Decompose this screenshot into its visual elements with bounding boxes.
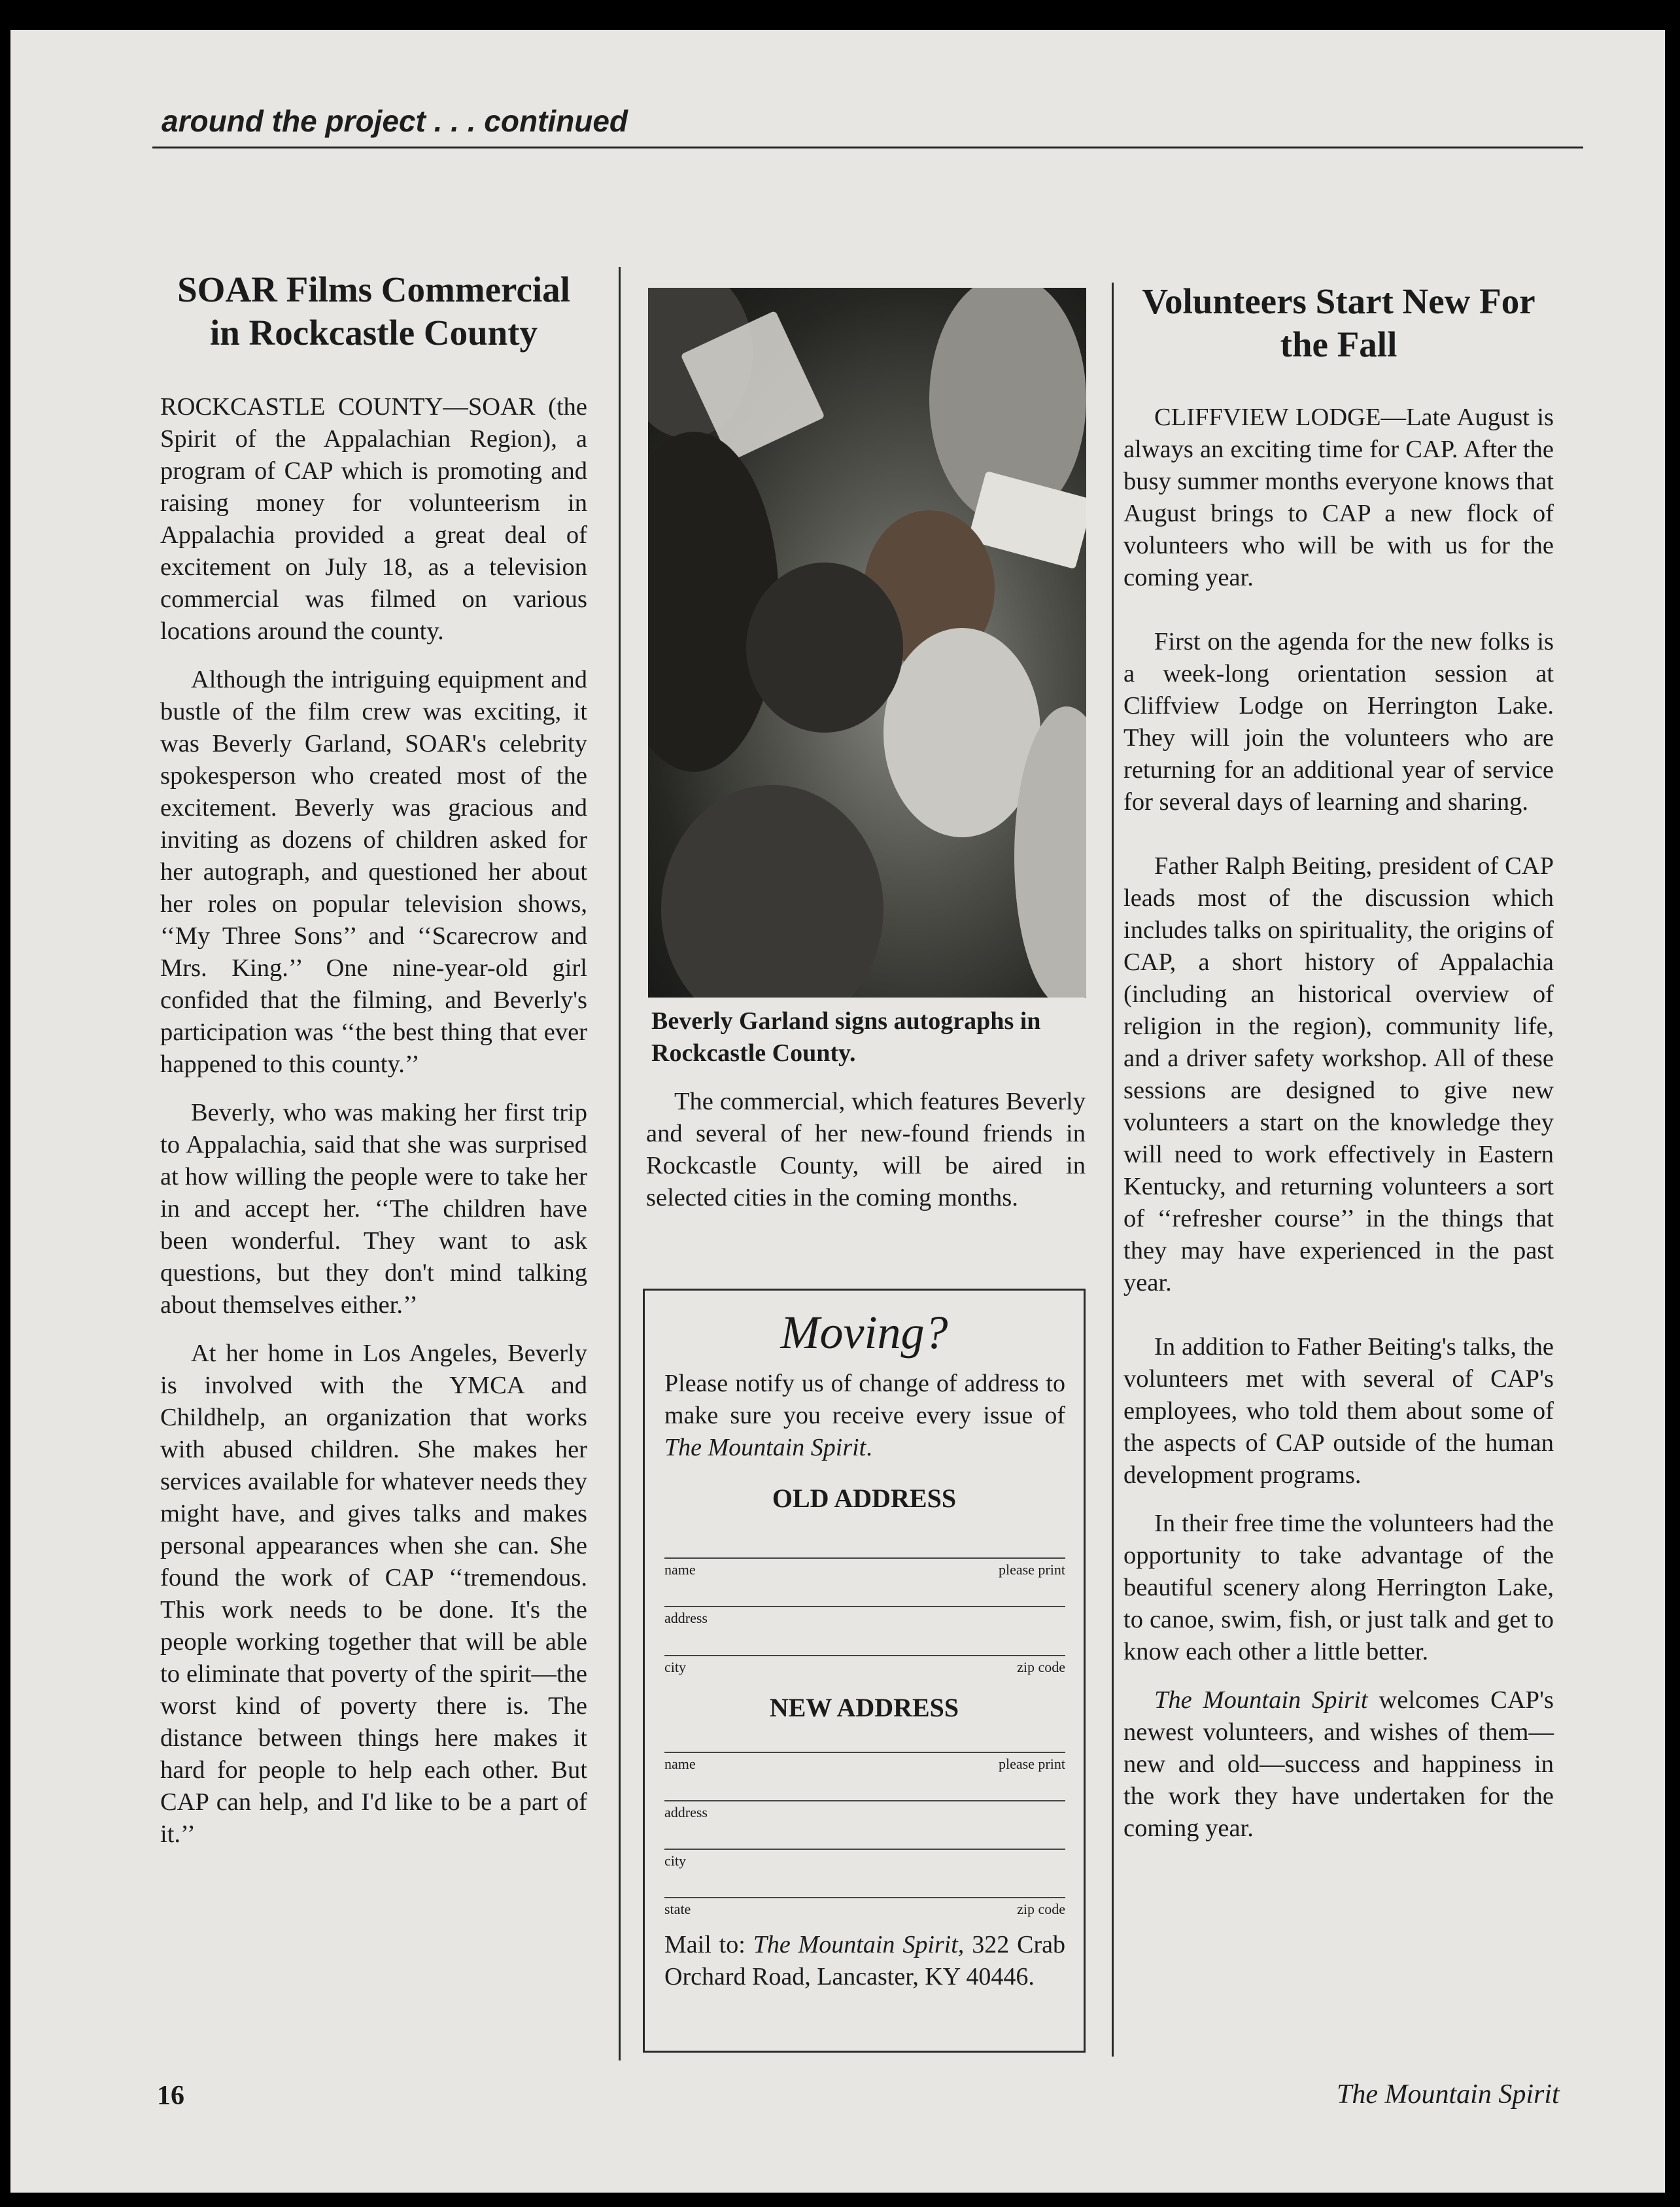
mail-to-address: 322 Crab Orchard Road, Lancaster, KY 40446.	[664, 1931, 1065, 1990]
right-article-paragraph: In addition to Father Beiting's talks, the volunteers met with several of CAP's employees, who told them about some of the aspects of CAP outside of the human development programs.	[1123, 1333, 1554, 1489]
right-article-paragraph: CLIFFVIEW LODGE—Late August is always an exciting time for CAP. After the busy summer months everyone knows that August brings to CAP a new flock of volunteers who will be with us for the coming year.	[1123, 404, 1554, 591]
form-intro-text: Please notify us of change of address to make sure you receive every issue of	[664, 1370, 1065, 1429]
closing-publication: The Mountain Spirit	[1154, 1686, 1368, 1714]
page-number: 16	[157, 2081, 184, 2111]
old-name-field[interactable]	[664, 1557, 1065, 1578]
new-address-field[interactable]	[664, 1800, 1065, 1820]
old-name-label: name	[664, 1561, 696, 1578]
left-article	[160, 268, 587, 1867]
old-please-print-label: please print	[998, 1561, 1065, 1578]
form-title: Moving?	[780, 1306, 948, 1359]
new-name-label: name	[664, 1756, 696, 1772]
left-article-paragraph: Although the intriguing equipment and bustle of the film crew was exciting, it was Beverly Garland, SOAR's celebrity spokesperson who created most of the excitement. Beverly was gracious and inviting as dozens of children asked for her autograph, and questioned her about her roles on popular television shows, ‘‘My Three Sons’’ and ‘‘Scarecrow and Mrs. King.’’ One nine-year-old girl confided that the filming, and Beverly's participation was ‘‘the best thing that ever happened to this county.’’	[160, 666, 587, 1078]
old-address-heading: OLD ADDRESS	[772, 1484, 957, 1513]
form-intro-publication: The Mountain Spirit	[664, 1434, 866, 1461]
header-rule	[152, 147, 1583, 148]
footer-publication: The Mountain Spirit	[1337, 2079, 1560, 2110]
left-article-headline: SOAR Films Commercial in Rockcastle County	[177, 269, 570, 353]
right-article-headline: Volunteers Start New For the Fall	[1142, 281, 1535, 364]
new-address-heading: NEW ADDRESS	[769, 1693, 959, 1722]
old-zip-label: zip code	[1017, 1659, 1065, 1675]
new-name-field[interactable]	[664, 1752, 1065, 1772]
right-article	[1123, 280, 1554, 1861]
new-city-field[interactable]	[664, 1849, 1065, 1869]
right-article-paragraph: First on the agenda for the new folks is a week-long orientation session at Cliffview Lodge on Herrington Lake. They will join the volunteers who are returning for an additional year of service for several days of learning and sharing.	[1123, 628, 1554, 816]
old-address-field[interactable]	[664, 1606, 1065, 1626]
new-state-label: state	[664, 1901, 691, 1917]
new-zip-label: zip code	[1017, 1901, 1065, 1917]
left-article-paragraph: At her home in Los Angeles, Beverly is involved with the YMCA and Childhelp, an organization that works with abused children. She makes her services available for whatever needs they might have, and gives talks and makes personal appearances when she can. She found the work of CAP ‘‘tremendous. This work needs to be done. It's the people working together that will be able to eliminate that poverty of the spirit—the worst kind of poverty there is. The distance between things here makes it hard for people to help each other. But CAP can help, and I'd like to be a part of it.’’	[160, 1340, 587, 1848]
column-divider-left	[619, 267, 621, 2060]
column-divider-right	[1112, 283, 1114, 2057]
right-article-paragraph: Father Ralph Beiting, president of CAP leads most of the discussion which includes talks on spirituality, the origins of CAP, a short history of Appalachia (including an historical overview of religion in the region), community life, and a driver safety workshop. All of these sessions are designed to give new volunteers a start on the knowledge they will need to work effectively in Eastern Kentucky, and returning volunteers a sort of ‘‘refresher course’’ in the things that they may have experienced in the past year.	[1123, 852, 1554, 1296]
form-intro	[664, 1368, 1065, 1464]
mail-to-publication: The Mountain Spirit,	[753, 1931, 965, 1958]
autograph-photo	[648, 288, 1086, 998]
photo-caption: Beverly Garland signs autographs in Rockcastle County.	[651, 1007, 1041, 1067]
form-intro-end: .	[866, 1434, 872, 1461]
new-city-label: city	[664, 1852, 686, 1869]
right-article-paragraph: In their free time the volunteers had the opportunity to take advantage of the beautiful scenery along Herrington Lake, to canoe, swim, fish, or just talk and get to know each other a little better.	[1123, 1510, 1554, 1665]
mail-to-prefix: Mail to:	[664, 1931, 753, 1958]
running-head: around the project . . . continued	[162, 104, 628, 138]
right-article-closing	[1123, 1684, 1554, 1845]
left-article-paragraph: Beverly, who was making her first trip to Appalachia, said that she was surprised at how willing the people were to take her in and accept her. ‘‘The children have been wonderful. They want to ask questions, but they don't mind talking about themselves either.’’	[160, 1099, 587, 1319]
old-city-field[interactable]	[664, 1655, 1065, 1675]
old-address-label: address	[664, 1610, 708, 1626]
change-of-address-form	[643, 1289, 1086, 2053]
new-state-field[interactable]	[664, 1897, 1065, 1917]
closing-text: welcomes CAP's newest volunteers, and wishes of them—new and old—success and happiness in the work they have undertaken for the coming year.	[1123, 1686, 1554, 1842]
middle-body-text: The commercial, which features Beverly and several of her new-found friends in Rockcastle County, will be aired in selected cities in the coming months.	[646, 1088, 1086, 1211]
new-address-label: address	[664, 1804, 708, 1820]
left-article-paragraph: ROCKCASTLE COUNTY—SOAR (the Spirit of the Appalachian Region), a program of CAP which is promoting and raising money for volunteerism in Appalachia provided a great deal of excitement on July 18, as a television commercial was filmed on various locations around the county.	[160, 393, 587, 645]
mail-to-instructions	[664, 1929, 1065, 1993]
old-city-label: city	[664, 1659, 686, 1675]
new-please-print-label: please print	[998, 1756, 1065, 1772]
